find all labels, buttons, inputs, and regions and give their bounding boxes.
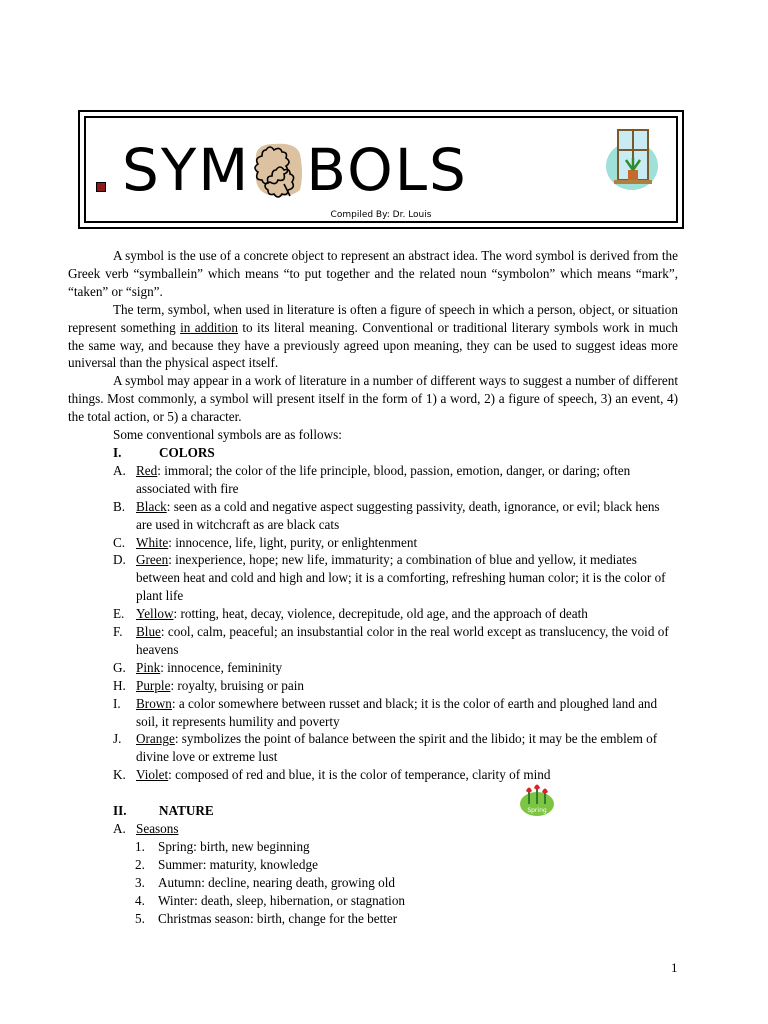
colors-list — [113, 462, 678, 784]
item-term: Violet — [136, 767, 169, 783]
item-letter: J. — [113, 731, 122, 747]
term-text-after: to its literal meaning. Conventional or traditional literary symbols work in much the same way, and because they have a previously agreed upon meaning, they can be used to suggest ideas more universal than the physical aspect itself. — [68, 319, 678, 371]
page-number: 1 — [671, 960, 678, 975]
document-body — [68, 247, 678, 927]
item-number: 3. — [135, 874, 145, 890]
section-title: NATURE — [159, 803, 214, 819]
item-letter: H. — [113, 677, 126, 693]
list-item — [135, 910, 678, 928]
title-part-1: SYM — [122, 136, 251, 204]
item-desc: : royalty, bruising or pain — [170, 677, 304, 693]
list-item — [113, 766, 678, 784]
item-desc: : seen as a cold and negative aspect suggesting passivity, death, ignorance, or evil; black hens are used in witchcraft as are black cats — [136, 498, 660, 532]
item-text: Christmas season: birth, change for the better — [158, 910, 398, 926]
conventional-intro: Some conventional symbols are as follows: — [113, 427, 342, 443]
item-term: Blue — [136, 624, 161, 640]
item-letter: I. — [113, 695, 121, 711]
item-letter: F. — [113, 624, 123, 640]
seasons-label: Seasons — [136, 820, 179, 836]
item-letter: A. — [113, 820, 126, 836]
item-desc: : innocence, life, light, purity, or enlightenment — [168, 534, 418, 550]
spring-tulips-icon — [519, 782, 555, 818]
page-title — [122, 136, 468, 204]
list-item — [113, 551, 678, 605]
item-desc: : inexperience, hope; new life, immaturity; a combination of blue and yellow, it mediates between heat and cold and high and low; it is a comforting, refreshing human color; it is the color of plant life — [136, 552, 666, 604]
section-colors-heading — [113, 444, 678, 462]
item-desc: : cool, calm, peaceful; an insubstantial color in the real world except as translucency, the void of heavens — [136, 624, 669, 657]
spring-label: Spring — [527, 807, 547, 814]
item-number: 4. — [135, 892, 145, 908]
oak-leaves-icon — [250, 140, 306, 200]
item-desc: : composed of red and blue, it is the color of temperance, clarity of mind — [168, 767, 551, 783]
list-item — [113, 820, 678, 838]
section-title: COLORS — [159, 444, 215, 460]
item-number: 5. — [135, 910, 145, 926]
item-letter: E. — [113, 606, 125, 622]
list-item — [135, 838, 678, 856]
list-item — [113, 623, 678, 659]
term-paragraph — [68, 301, 678, 373]
section-nature-heading — [113, 802, 678, 820]
item-letter: G. — [113, 659, 126, 675]
window-plant-icon — [604, 126, 664, 194]
item-term: Pink — [136, 659, 161, 675]
term-text-underlined: in addition — [180, 319, 238, 335]
item-letter: A. — [113, 462, 126, 478]
item-letter: K. — [113, 767, 126, 783]
list-item — [113, 730, 678, 766]
section-number: II. — [113, 803, 127, 819]
title-banner — [78, 110, 684, 229]
section-number: I. — [113, 444, 122, 460]
list-item — [135, 856, 678, 874]
list-item — [113, 659, 678, 677]
item-term: Brown — [136, 695, 172, 711]
intro-paragraph: A symbol is the use of a concrete object to represent an abstract idea. The word symbol is derived from the Greek verb “symballein” which means “to put together and the related noun “symbolon” which means “mark”, “taken” or “sign”. — [68, 248, 678, 299]
list-item — [113, 498, 678, 534]
red-square-icon — [96, 182, 106, 192]
item-desc: : symbolizes the point of balance between the spirit and the libido; it may be the emblem of divine love or extreme lust — [136, 731, 658, 765]
list-item — [113, 462, 678, 498]
seasons-list — [135, 838, 678, 928]
item-text: Spring: birth, new beginning — [158, 838, 310, 854]
item-desc: : innocence, femininity — [160, 659, 283, 675]
appear-paragraph: A symbol may appear in a work of literature in a number of different ways to suggest a number of different things. Most commonly, a symbol will present itself in the form of 1) a word, 2) a figure of speech, 3) an event, 4) the total action, or 5) a character. — [68, 373, 678, 425]
item-desc: : rotting, heat, decay, violence, decrepitude, old age, and the approach of death — [173, 606, 588, 622]
title-part-2: BOLS — [306, 136, 468, 204]
list-item — [113, 605, 678, 623]
banner-subtitle: Compiled By: Dr. Louis — [330, 210, 432, 220]
item-letter: C. — [113, 534, 126, 550]
list-item — [113, 534, 678, 552]
item-term: Red — [136, 462, 158, 478]
list-item — [135, 874, 678, 892]
item-term: Purple — [136, 677, 171, 693]
nature-list — [113, 820, 678, 838]
list-item — [135, 892, 678, 910]
item-term: Yellow — [136, 606, 174, 622]
item-desc: : immoral; the color of the life principle, blood, passion, emotion, danger, or daring; often associated with fire — [136, 462, 631, 496]
list-item — [113, 677, 678, 695]
list-item — [113, 695, 678, 731]
item-term: White — [136, 534, 169, 550]
item-text: Summer: maturity, knowledge — [158, 856, 318, 872]
item-number: 2. — [135, 856, 145, 872]
item-term: Green — [136, 552, 169, 568]
item-letter: D. — [113, 552, 126, 568]
item-text: Winter: death, sleep, hibernation, or stagnation — [158, 892, 406, 908]
term-text-before: The term, symbol, when used in literature is often a figure of speech in which a person, object, or situation represent something — [68, 301, 678, 335]
item-text: Autumn: decline, nearing death, growing old — [158, 874, 395, 890]
item-letter: B. — [113, 498, 126, 514]
item-term: Black — [136, 498, 167, 514]
item-desc: : a color somewhere between russet and black; it is the color of earth and ploughed land and soil, it represents humility and poverty — [136, 695, 658, 729]
item-term: Orange — [136, 731, 175, 747]
item-number: 1. — [135, 838, 145, 854]
banner-inner-border — [84, 116, 678, 223]
